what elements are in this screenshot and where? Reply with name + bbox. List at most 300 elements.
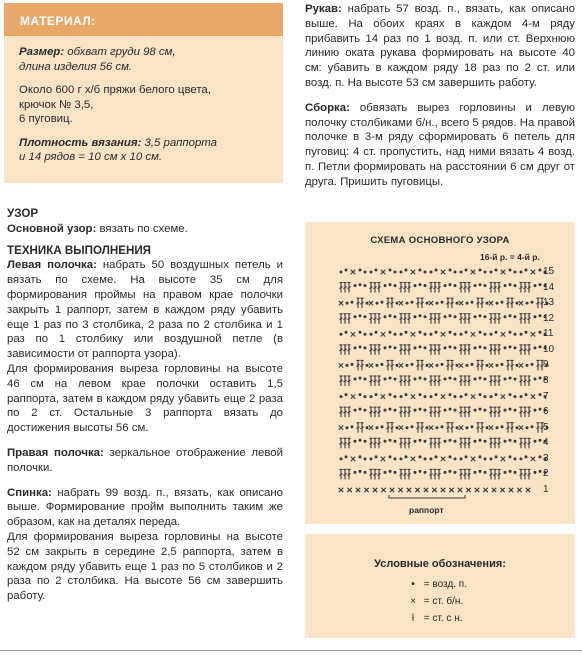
chain-stitch <box>484 346 487 349</box>
chain-stitch <box>449 393 452 396</box>
chain-stitch <box>509 377 512 380</box>
chain-stitch <box>539 377 542 380</box>
single-crochet-stitch <box>339 488 343 492</box>
double-crochet-stitch <box>433 407 436 417</box>
double-crochet-stitch <box>343 283 346 293</box>
double-crochet-stitch <box>403 345 406 355</box>
double-crochet-stitch <box>377 314 380 324</box>
double-crochet-stitch <box>369 438 372 448</box>
single-crochet-stitch <box>407 488 411 492</box>
chain-stitch <box>474 440 477 443</box>
single-crochet-stitch <box>399 426 403 430</box>
chain-stitch <box>405 331 408 334</box>
chain-stitch <box>366 364 369 367</box>
chain-stitch <box>364 378 367 381</box>
double-crochet-stitch <box>407 438 410 448</box>
double-crochet-stitch <box>527 438 530 448</box>
chain-stitch <box>520 333 523 336</box>
chain-stitch <box>354 378 357 381</box>
single-crochet-stitch <box>526 488 530 492</box>
double-crochet-stitch <box>480 298 483 308</box>
double-crochet-stitch <box>523 345 526 355</box>
chain-stitch <box>484 271 487 274</box>
double-crochet-stitch <box>527 314 530 324</box>
chain-stitch <box>504 284 507 287</box>
chain-stitch <box>526 302 529 305</box>
double-crochet-stitch <box>459 376 462 386</box>
row-number: 7 <box>543 390 549 402</box>
double-crochet-stitch <box>386 298 389 308</box>
single-crochet-stitch <box>351 270 355 274</box>
chain-stitch <box>375 331 378 334</box>
single-crochet-stitch <box>531 394 535 398</box>
double-crochet-stitch <box>493 469 496 479</box>
chain-stitch <box>419 455 422 458</box>
single-crochet-stitch <box>364 488 368 492</box>
double-crochet-stitch <box>377 345 380 355</box>
chain-stitch <box>359 269 362 272</box>
chain-stitch <box>484 440 487 443</box>
double-crochet-stitch <box>403 407 406 417</box>
chain-stitch <box>534 471 537 474</box>
chain-stitch <box>345 455 348 458</box>
chain-stitch <box>471 425 474 428</box>
chain-stitch <box>389 269 392 272</box>
double-crochet-stitch <box>493 376 496 386</box>
chain-stitch <box>501 301 504 304</box>
pattern-title: УЗОР <box>7 207 39 220</box>
chain-stitch <box>454 457 457 460</box>
double-crochet-stitch <box>360 298 363 308</box>
double-crochet-stitch <box>463 438 466 448</box>
chain-stitch <box>514 471 517 474</box>
chain-stitch <box>539 283 542 286</box>
chain-stitch <box>454 409 457 412</box>
chain-stitch <box>424 409 427 412</box>
right-column <box>305 2 575 197</box>
row-number: 11 <box>543 328 554 340</box>
chain-stitch <box>405 455 408 458</box>
double-crochet-stitch <box>493 283 496 293</box>
chain-stitch <box>354 284 357 287</box>
single-crochet-stitch <box>339 363 343 367</box>
chain-stitch <box>516 364 519 367</box>
double-crochet-stitch <box>347 314 350 324</box>
chain-stitch <box>411 301 414 304</box>
single-crochet-stitch <box>501 394 505 398</box>
chain-stitch <box>514 440 517 443</box>
double-crochet-stitch <box>476 298 479 308</box>
chain-stitch <box>534 315 537 318</box>
chain-stitch <box>509 393 512 396</box>
double-crochet-stitch <box>373 438 376 448</box>
single-crochet-stitch <box>373 488 377 492</box>
size-label: Размер: <box>19 46 65 58</box>
chain-stitch <box>520 457 523 460</box>
double-crochet-stitch <box>497 438 500 448</box>
chain-stitch <box>389 377 392 380</box>
density-text-2: и 14 рядов = 10 см х 10 см. <box>19 151 163 163</box>
chain-stitch <box>520 271 523 274</box>
technique-title: ТЕХНИКА ВЫПОЛНЕНИЯ <box>7 243 151 257</box>
chain-stitch <box>456 364 459 367</box>
chain-stitch <box>486 302 489 305</box>
double-crochet-stitch <box>459 469 462 479</box>
double-crochet-stitch <box>377 438 380 448</box>
double-crochet-stitch <box>536 360 539 370</box>
yarn-info <box>19 83 283 127</box>
single-crochet-stitch <box>531 457 535 461</box>
left-front-text: набрать 50 воздушных петель и вязать по схеме. На высоте 35 см для формирования проймы на правом крае полочки закрыть 1 раппорт, затем в каждом ряду убавить еще 1 раз по 3 столбика, 2 раза по 2 столбика и 1 раз по 1 столбику или воздушной петле (в зависимости от раппорта узора). <box>7 259 283 361</box>
chain-stitch <box>430 271 433 274</box>
single-crochet-stitch <box>471 457 475 461</box>
chain-stitch <box>340 395 343 398</box>
double-crochet-stitch <box>356 298 359 308</box>
chain-stitch <box>424 333 427 336</box>
double-crochet-stitch <box>339 438 342 448</box>
chain-stitch <box>479 408 482 411</box>
double-crochet-stitch <box>360 423 363 433</box>
double-crochet-stitch <box>390 423 393 433</box>
double-crochet-stitch <box>527 376 530 386</box>
double-crochet-stitch <box>459 345 462 355</box>
chain-stitch <box>539 470 542 473</box>
single-crochet-stitch <box>475 488 479 492</box>
chain-stitch <box>359 331 362 334</box>
single-crochet-stitch <box>517 488 521 492</box>
chain-stitch <box>479 470 482 473</box>
chain-stitch <box>370 271 373 274</box>
chain-stitch <box>389 470 392 473</box>
chain-stitch <box>509 314 512 317</box>
chain-stitch <box>364 471 367 474</box>
double-crochet-stitch <box>459 283 462 293</box>
single-crochet-stitch <box>519 301 523 305</box>
chain-stitch <box>414 315 417 318</box>
chain-stitch <box>539 269 542 272</box>
chain-stitch <box>514 457 517 460</box>
single-crochet-stitch <box>519 363 523 367</box>
chain-stitch <box>460 457 463 460</box>
chain-stitch <box>454 378 457 381</box>
chain-stitch <box>484 457 487 460</box>
chain-stitch <box>364 271 367 274</box>
double-crochet-stitch <box>437 345 440 355</box>
single-crochet-stitch <box>369 301 373 305</box>
chain-stitch <box>389 331 392 334</box>
chain-stitch <box>359 283 362 286</box>
double-crochet-stitch <box>343 407 346 417</box>
row-number: 5 <box>543 421 549 433</box>
double-crochet-stitch <box>399 376 402 386</box>
chain-stitch <box>364 440 367 443</box>
chain-stitch <box>466 426 469 429</box>
chain-stitch <box>444 471 447 474</box>
double-crochet-stitch <box>339 407 342 417</box>
chain-stitch <box>479 345 482 348</box>
double-crochet-stitch <box>523 283 526 293</box>
double-crochet-stitch <box>467 376 470 386</box>
double-crochet-stitch <box>536 298 539 308</box>
chain-stitch <box>514 315 517 318</box>
chain-stitch <box>414 440 417 443</box>
double-crochet-stitch <box>459 407 462 417</box>
double-crochet-stitch <box>347 376 350 386</box>
rapport-bracket <box>389 495 465 498</box>
chain-stitch <box>406 364 409 367</box>
chain-stitch <box>516 302 519 305</box>
double-crochet-stitch <box>373 283 376 293</box>
double-crochet-stitch <box>519 469 522 479</box>
chain-stitch <box>514 378 517 381</box>
chain-stitch <box>456 426 459 429</box>
double-crochet-stitch <box>360 360 363 370</box>
chain-stitch <box>514 333 517 336</box>
double-crochet-stitch <box>450 298 453 308</box>
double-crochet-stitch <box>510 298 513 308</box>
chain-stitch <box>394 471 397 474</box>
double-crochet-stitch <box>347 438 350 448</box>
chain-stitch <box>389 455 392 458</box>
single-crochet-stitch <box>492 488 496 492</box>
chain-stitch <box>435 331 438 334</box>
double-crochet-stitch <box>446 360 449 370</box>
chain-stitch <box>474 315 477 318</box>
double-crochet-stitch <box>536 423 539 433</box>
row-number: 3 <box>543 452 549 464</box>
chain-stitch <box>411 363 414 366</box>
chain-stitch <box>454 271 457 274</box>
single-crochet-stitch <box>489 301 493 305</box>
chain-stitch <box>444 346 447 349</box>
chain-stitch <box>504 440 507 443</box>
chain-stitch <box>419 283 422 286</box>
double-crochet-stitch <box>399 438 402 448</box>
double-crochet-stitch <box>497 407 500 417</box>
single-crochet-stitch <box>411 457 415 461</box>
chain-stitch <box>449 314 452 317</box>
single-crochet-stitch <box>356 488 360 492</box>
single-crochet-stitch <box>509 488 513 492</box>
chain-stitch <box>376 364 379 367</box>
chain-stitch <box>534 409 537 412</box>
chain-stitch <box>474 409 477 412</box>
right-front <box>7 446 283 476</box>
double-crochet-stitch <box>523 469 526 479</box>
chain-stitch <box>471 301 474 304</box>
chain-stitch <box>424 271 427 274</box>
chain-stitch <box>400 271 403 274</box>
main-pattern-text: вязать по схеме. <box>99 222 188 235</box>
chain-stitch <box>466 302 469 305</box>
single-crochet-stitch <box>483 488 487 492</box>
chain-stitch <box>381 301 384 304</box>
double-crochet-stitch <box>399 407 402 417</box>
double-crochet-stitch <box>450 360 453 370</box>
double-crochet-stitch <box>377 283 380 293</box>
chain-stitch <box>509 331 512 334</box>
double-crochet-stitch <box>527 469 530 479</box>
chain-stitch <box>444 315 447 318</box>
chain-stitch <box>484 471 487 474</box>
chain-stitch <box>441 425 444 428</box>
chain-stitch <box>354 346 357 349</box>
chain-stitch <box>354 315 357 318</box>
chain-stitch <box>375 269 378 272</box>
chain-stitch <box>474 346 477 349</box>
chain-stitch <box>359 408 362 411</box>
single-crochet-stitch <box>459 301 463 305</box>
chain-stitch <box>351 301 354 304</box>
chain-stitch <box>484 284 487 287</box>
chain-stitch <box>376 302 379 305</box>
chain-stitch <box>449 283 452 286</box>
chain-stitch <box>359 439 362 442</box>
row-number: 14 <box>543 281 555 293</box>
chain-stitch <box>400 333 403 336</box>
chain-stitch <box>509 269 512 272</box>
chain-stitch <box>364 395 367 398</box>
chain-stitch <box>504 471 507 474</box>
double-crochet-stitch <box>519 438 522 448</box>
double-crochet-stitch <box>463 469 466 479</box>
chain-stitch <box>375 393 378 396</box>
chain-stitch <box>424 395 427 398</box>
chain-stitch <box>496 302 499 305</box>
chain-stitch <box>435 269 438 272</box>
chain-stitch <box>359 345 362 348</box>
back-text: набрать 99 возд. п., вязать, как описано выше. Формирование пройм выполнить таким же образом, как на деталях переда. <box>7 486 283 529</box>
double-crochet-stitch <box>399 469 402 479</box>
chart-repeat-note: 16-й р. = 4-й р. <box>480 252 540 262</box>
double-crochet-stitch <box>497 283 500 293</box>
chain-stitch <box>509 408 512 411</box>
chain-stitch <box>490 333 493 336</box>
chain-stitch <box>394 457 397 460</box>
chain-stitch <box>424 378 427 381</box>
double-crochet-stitch <box>407 345 410 355</box>
legend-text-chain: = возд. п. <box>423 579 467 590</box>
pattern-chart-box <box>305 222 575 524</box>
chain-stitch <box>490 395 493 398</box>
chain-stitch <box>435 455 438 458</box>
legend-list <box>405 576 467 627</box>
chain-stitch <box>424 457 427 460</box>
chain-stitch <box>486 426 489 429</box>
chain-stitch <box>531 363 534 366</box>
chain-stitch <box>394 395 397 398</box>
double-crochet-stitch <box>403 283 406 293</box>
chain-stitch <box>479 269 482 272</box>
chain-stitch <box>389 345 392 348</box>
chain-stitch <box>449 455 452 458</box>
chain-stitch <box>460 395 463 398</box>
chain-stitch <box>534 440 537 443</box>
double-crochet-stitch <box>377 469 380 479</box>
chain-stitch <box>539 314 542 317</box>
double-crochet-stitch <box>433 283 436 293</box>
chain-stitch <box>430 333 433 336</box>
back-neckline: Для формирования выреза горловины на высоте 52 см закрыть в середине 2,5 раппорта, затем в каждом ряду убавить еще 1 раз по 5 столбиков и 2 раза по 2 столбика. На высоте 56 см завершить работу. <box>7 530 283 603</box>
left-front-neckline: Для формирования выреза горловины на высоте 46 см на левом крае полочки оставить 1,5 раппорта, затем в каждом ряду убавить еще 2 раза по 2 ст. Остальные 3 раппорта вязать до достижения высоты 56 см. <box>7 362 283 435</box>
double-crochet-stitch <box>437 438 440 448</box>
single-crochet-stitch <box>489 426 493 430</box>
chain-stitch <box>479 377 482 380</box>
chain-stitch <box>495 455 498 458</box>
chain-stitch <box>496 364 499 367</box>
double-crochet-stitch <box>369 469 372 479</box>
chain-stitch <box>444 409 447 412</box>
double-crochet-stitch <box>339 314 342 324</box>
chain-stitch <box>465 455 468 458</box>
yarn-line-3: 6 пуговиц. <box>19 113 73 125</box>
double-crochet-stitch <box>373 345 376 355</box>
chain-stitch <box>414 409 417 412</box>
chain-stitch <box>426 302 429 305</box>
double-crochet-stitch <box>369 314 372 324</box>
chain-symbol: • <box>411 579 415 590</box>
chain-stitch <box>381 425 384 428</box>
chain-stitch <box>484 333 487 336</box>
legend-text-sc: = ст. б/н. <box>423 596 464 607</box>
single-crochet-stitch <box>459 363 463 367</box>
chain-stitch <box>381 363 384 366</box>
double-crochet-stitch <box>523 314 526 324</box>
chain-stitch <box>424 315 427 318</box>
chain-stitch <box>456 302 459 305</box>
single-crochet-stitch <box>471 270 475 274</box>
chain-stitch <box>364 457 367 460</box>
double-crochet-stitch <box>369 345 372 355</box>
double-crochet-stitch <box>416 360 419 370</box>
single-crochet-stitch <box>415 488 419 492</box>
chain-stitch <box>414 284 417 287</box>
double-crochet-stitch <box>339 469 342 479</box>
right-front-label: Правая полочка: <box>7 446 104 459</box>
chain-stitch <box>525 269 528 272</box>
chain-stitch <box>345 331 348 334</box>
double-crochet-stitch <box>377 376 380 386</box>
row-number: 13 <box>543 297 555 309</box>
chain-stitch <box>384 409 387 412</box>
chain-stitch <box>539 455 542 458</box>
chain-stitch <box>419 331 422 334</box>
chain-stitch <box>444 284 447 287</box>
double-crochet-stitch <box>519 407 522 417</box>
double-crochet-stitch <box>343 469 346 479</box>
chain-stitch <box>419 269 422 272</box>
chain-stitch <box>394 346 397 349</box>
double-crochet-stitch <box>497 469 500 479</box>
chain-stitch <box>449 331 452 334</box>
double-crochet-stitch <box>506 360 509 370</box>
chain-stitch <box>534 346 537 349</box>
single-crochet-stitch <box>429 426 433 430</box>
double-crochet-stitch <box>420 298 423 308</box>
double-crochet-stitch <box>493 407 496 417</box>
double-crochet-stitch <box>407 314 410 324</box>
chain-stitch <box>364 333 367 336</box>
chain-stitch <box>471 363 474 366</box>
assembly-text: обвязать вырез горловины и левую полочку столбиками б/н., всего 5 рядов. На правой полочке в 3-м ряду сформировать 6 петель для пуговиц: 4 ст. пропустить, над ними вязать 4 возд. п. Петли формировать на расстоянии 6 см друг от друга. Пришить пуговицы. <box>305 101 575 188</box>
chain-stitch <box>426 426 429 429</box>
double-crochet-stitch <box>497 314 500 324</box>
double-crochet-stitch <box>476 423 479 433</box>
chain-stitch <box>454 346 457 349</box>
chain-stitch <box>430 395 433 398</box>
double-crochet-stitch <box>463 314 466 324</box>
double-crochet-stitch <box>446 423 449 433</box>
